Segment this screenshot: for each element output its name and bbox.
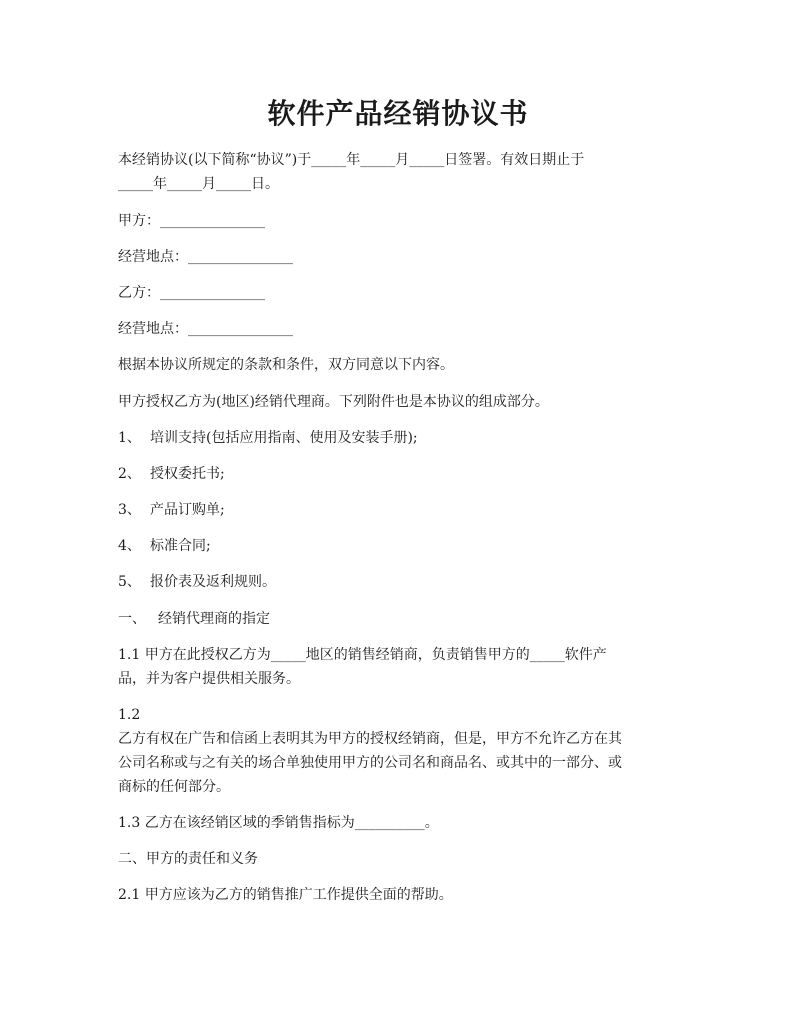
attachment-number: 2、: [118, 466, 141, 482]
intro-line-2: _____年_____月_____日。: [118, 176, 279, 192]
agreement-statement: 根据本协议所规定的条款和条件，双方同意以下内容。: [118, 357, 454, 373]
clause-1-2-line-3: 商标的任何部分。: [118, 779, 230, 795]
intro-line-1: 本经销协议(以下简称“协议”)于_____年_____月_____日签署。有效日期止于: [118, 152, 585, 168]
attachment-item-5: [118, 570, 688, 594]
attachment-text: 培训支持(包括应用指南、使用及安装手册);: [150, 430, 418, 446]
attachment-number: 1、: [118, 430, 141, 446]
attachment-item-2: [118, 462, 688, 486]
attachment-item-3: [118, 498, 688, 522]
clause-2-1: 2.1 甲方应该为乙方的销售推广工作提供全面的帮助。: [118, 887, 453, 903]
clause-1-1-line-1: 1.1 甲方在此授权乙方为_____地区的销售经销商，负责销售甲方的_____软件产: [118, 647, 607, 663]
section-1-heading: [118, 607, 688, 631]
party-a-address: 经营地点：_______________: [118, 249, 293, 265]
section-title: 经销代理商的指定: [158, 611, 270, 627]
clause-1-2-number: 1.2: [118, 707, 141, 723]
attachment-text: 报价表及返利规则。: [150, 574, 276, 590]
attachment-number: 3、: [118, 502, 141, 518]
attachment-text: 产品订购单;: [150, 502, 225, 518]
section-number: 一、: [118, 611, 146, 627]
party-b-address: 经营地点：_______________: [118, 321, 293, 337]
clause-1-3: 1.3 乙方在该经销区域的季销售指标为__________。: [118, 815, 439, 831]
section-2-heading: 二、甲方的责任和义务: [118, 851, 258, 867]
attachment-item-1: [118, 426, 688, 450]
attachment-number: 5、: [118, 574, 141, 590]
party-a: 甲方：_______________: [118, 213, 265, 229]
party-b: 乙方：_______________: [118, 285, 265, 301]
document-title: 软件产品经销协议书: [267, 97, 529, 130]
attachment-item-4: [118, 534, 688, 558]
clause-1-2-line-2: 公司名称或与之有关的场合单独使用甲方的公司名和商品名、或其中的一部分、或: [118, 755, 622, 771]
authorization-statement: 甲方授权乙方为(地区)经销代理商。下列附件也是本协议的组成部分。: [118, 394, 549, 410]
attachment-number: 4、: [118, 538, 141, 554]
attachment-text: 授权委托书;: [150, 466, 225, 482]
clause-1-1-line-2: 品，并为客户提供相关服务。: [118, 671, 300, 687]
attachment-text: 标准合同;: [150, 538, 211, 554]
clause-1-2-line-1: 乙方有权在广告和信函上表明其为甲方的授权经销商，但是，甲方不允许乙方在其: [118, 731, 622, 747]
